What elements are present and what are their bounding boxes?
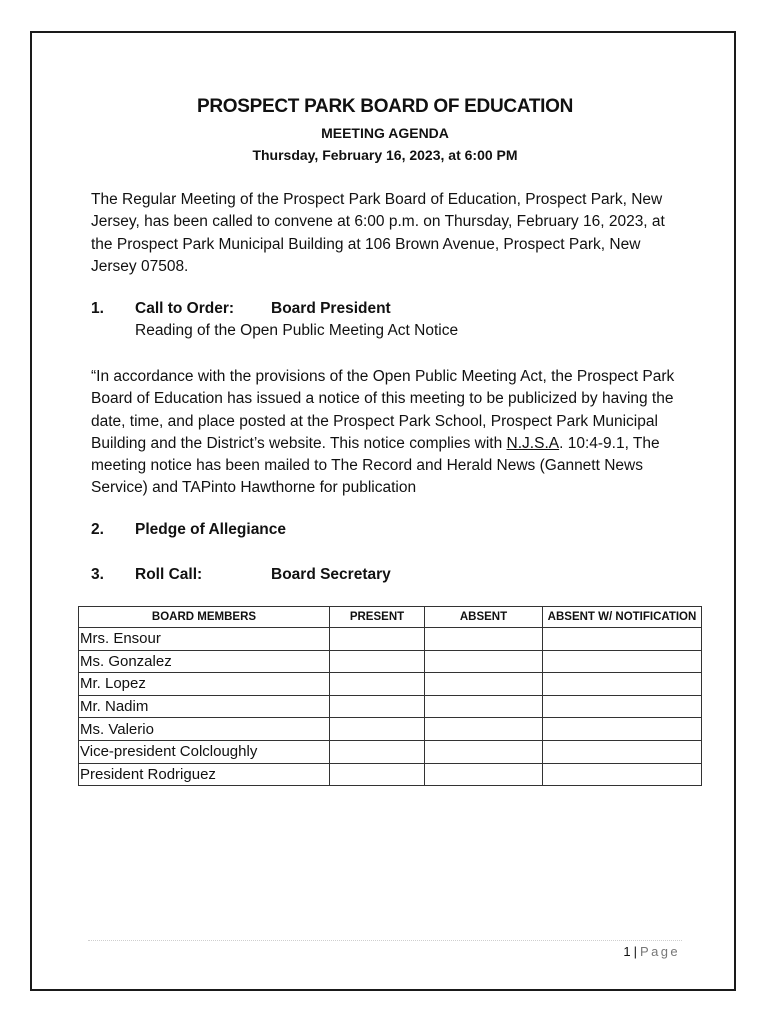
- item-label: Pledge of Allegiance: [135, 521, 287, 538]
- item-number: 1.: [91, 300, 104, 317]
- table-row: [79, 695, 702, 718]
- absent-cell: [425, 628, 543, 651]
- member-name: Mrs. Ensour: [79, 628, 330, 651]
- present-cell: [330, 628, 425, 651]
- column-header-absent: ABSENT: [425, 607, 543, 628]
- page-number: [600, 944, 680, 959]
- item-number: 3.: [91, 566, 104, 583]
- column-header-present: PRESENT: [330, 607, 425, 628]
- absent-cell: [425, 673, 543, 696]
- present-cell: [330, 650, 425, 673]
- table-row: [79, 650, 702, 673]
- item-role: Board President: [271, 300, 391, 317]
- document-subtitle: MEETING AGENDA: [321, 125, 449, 141]
- page-label: Page: [640, 944, 680, 959]
- present-cell: [330, 763, 425, 786]
- item-label: Call to Order:: [135, 300, 235, 317]
- present-cell: [330, 695, 425, 718]
- absent-notification-cell: [543, 695, 702, 718]
- table-row: [79, 673, 702, 696]
- table-header-row: [79, 607, 702, 628]
- item-label: Roll Call:: [135, 566, 203, 583]
- member-name: President Rodriguez: [79, 763, 330, 786]
- item-role: Board Secretary: [271, 566, 391, 583]
- absent-cell: [425, 650, 543, 673]
- absent-cell: [425, 695, 543, 718]
- absent-cell: [425, 763, 543, 786]
- absent-notification-cell: [543, 673, 702, 696]
- meeting-date: Thursday, February 16, 2023, at 6:00 PM: [252, 147, 518, 163]
- absent-notification-cell: [543, 628, 702, 651]
- table-row: [79, 628, 702, 651]
- njsa-reference: N.J.S.A: [506, 434, 560, 452]
- member-name: Ms. Valerio: [79, 718, 330, 741]
- present-cell: [330, 718, 425, 741]
- absent-notification-cell: [543, 763, 702, 786]
- member-name: Ms. Gonzalez: [79, 650, 330, 673]
- notice-text-end: . 10:4-9.1, The meeting notice has been mailed to The Record and Herald News (Gannett News Service) and TAPinto Hawthorne for publication: [91, 434, 660, 497]
- page-separator: |: [633, 944, 638, 959]
- absent-cell: [425, 718, 543, 741]
- notice-text-start: “In accordance with the provisions of the Open Public Meeting Act, the Prospect Park Board of Education has issued a notice of this meeting to be publicized by having the date, time, and place posted at the Prospect Park School, Prospect Park Municipal Building and the District’s website. This notice complies with: [91, 368, 675, 452]
- page-number-value: 1: [623, 944, 631, 959]
- present-cell: [330, 740, 425, 763]
- absent-notification-cell: [543, 740, 702, 763]
- table-row: [79, 718, 702, 741]
- present-cell: [330, 673, 425, 696]
- absent-notification-cell: [543, 650, 702, 673]
- member-name: Vice-president Colcloughly: [79, 740, 330, 763]
- footer-divider: [88, 940, 682, 941]
- table-row: [79, 740, 702, 763]
- intro-paragraph: The Regular Meeting of the Prospect Park Board of Education, Prospect Park, New Jersey, has been called to convene at 6:00 p.m. on Thursday, February 16, 2023, at the Prospect Park Municipal Building at 106 Brown Avenue, Prospect Park, New Jersey 07508.: [91, 191, 665, 275]
- absent-notification-cell: [543, 718, 702, 741]
- document-title: PROSPECT PARK BOARD OF EDUCATION: [196, 96, 574, 117]
- page-border: [30, 31, 736, 991]
- table-row: [79, 763, 702, 786]
- member-name: Mr. Lopez: [79, 673, 330, 696]
- absent-cell: [425, 740, 543, 763]
- column-header-absent-notification: ABSENT W/ NOTIFICATION: [543, 607, 702, 628]
- column-header-board-members: BOARD MEMBERS: [79, 607, 330, 628]
- member-name: Mr. Nadim: [79, 695, 330, 718]
- item-number: 2.: [91, 521, 104, 538]
- agenda-item-subtext: Reading of the Open Public Meeting Act Notice: [135, 322, 459, 339]
- roll-call-table: [78, 606, 702, 786]
- notice-paragraph: [91, 366, 681, 500]
